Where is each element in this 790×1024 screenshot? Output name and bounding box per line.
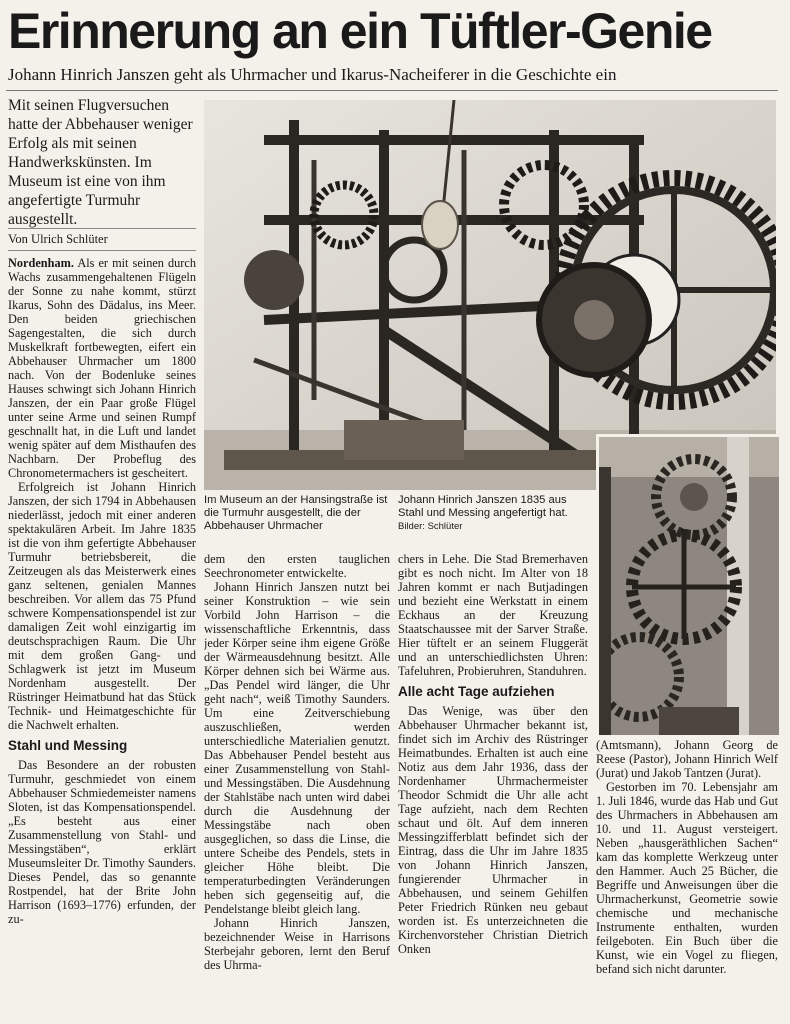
- paragraph: (Amtsmann), Johann Georg de Reese (Pastor), Johann Hinrich Welf (Jurat) und Jakob Tantzen (Jurat).: [596, 738, 778, 780]
- photo-caption-right-block: [398, 494, 590, 533]
- subheadline: Johann Hinrich Janszen geht als Uhrmacher und Ikarus-Nacheiferer in die Geschichte ein: [8, 65, 617, 84]
- section-heading-stahl-und-messing: Stahl und Messing: [8, 738, 128, 753]
- paragraph: Johann Hinrich Janszen, bezeichnender Weise in Harrisons Sterbejahr geboren, lernt den Beruf des Uhrma-: [204, 916, 390, 972]
- article-column-4: [596, 738, 778, 1024]
- lead-paragraph: Mit seinen Flugversuchen hatte der Abbehauser weniger Erfolg als mit seinen Handwerkskünsten. Im Museum ist eine von ihm angefertigte Turmuhr ausgestellt.: [8, 97, 193, 228]
- photo-credit: Bilder: Schlüter: [398, 521, 463, 532]
- paragraph: Das Wenige, was über den Abbehauser Uhrmacher bekannt ist, findet sich im Archiv des Rüstringer Heimatbundes. Erhalten ist auch eine Notiz aus dem Jahr 1936, dass der Nordenhamer Uhrmachermeister Theodor Schmidt die Uhr alle acht Tage aufzieht, nach dem Rechten schaut und ölt. Auf dem inneren Messingzifferblatt befindet sich der Eintrag, dass die Uhr im Jahre 1835 von Johann Hinrich Janszen, fungierender Uhrmacher in Abbehausen, und seinem Gehilfen Peter Friedrich Rünken neu gebaut worden ist. Es unterzeichneten die Kirchenvorsteher Christian Dietrich Onken: [398, 704, 588, 956]
- article-column-3: [398, 552, 588, 1024]
- headline: Erinnerung an ein Tüftler-Genie: [8, 3, 712, 59]
- paragraph: chers in Lehe. Die Stad Bremerhaven gibt es noch nicht. Im Alter von 18 Jahren kommt er nach Butjadingen und bezieht eine Werkstatt in einem Eckhaus an der Kreuzung Staatschaussee mit der Sarver Straße. Hier tüftelt er an seinem Fluggerät und an unterschiedlichsten Uhren: Tafeluhren, Probieruhren, Standuhren.: [398, 552, 588, 678]
- article-column-2: [204, 552, 390, 1024]
- dateline: Nordenham.: [8, 256, 74, 270]
- paragraph: dem den ersten tauglichen Seechronometer entwickelte.: [204, 552, 390, 580]
- clock-gears-photo: [596, 434, 779, 735]
- tower-clock-illustration: [204, 100, 776, 490]
- tower-clock-photo: [204, 100, 776, 490]
- photo-caption-left: Im Museum an der Hansingstraße ist die Turmuhr ausgestellt, die der Abbehauser Uhrmacher: [204, 494, 388, 532]
- paragraph: Johann Hinrich Janszen nutzt bei seiner Konstruktion – wie sein Vorbild John Harrison – die wissenschaftliche Erkenntnis, dass jeder Körper seine ihm eigene Größe der Wärmeausdehnung besitzt. Alle Körper dehnen sich bei Wärme aus. „Das Pendel wird länger, die Uhr geht nach“, weiß Timothy Saunders. Um eine Zeitverschiebung auszuschließen, werden unterschiedliche Materialien genutzt. Das Abbehauser Pendel besteht aus einer Zusammenstellung von Stahl- und Messingstäben. Die Ausdehnung der Stahlstäbe nach unten wird dabei durch die Ausdehnung der Messingstäbe nach oben ausgeglichen, so dass die Linse, die untere Scheibe des Pendels, stets in gleicher Höhe bleibt. Die temperaturbedingten Veränderungen heben sich gegenseitig auf, die Pendelstange bleibt gleich lang.: [204, 580, 390, 916]
- photo-caption-right: Johann Hinrich Janszen 1835 aus Stahl und Messing angefertigt hat.: [398, 494, 568, 519]
- clock-gears-illustration: [599, 437, 779, 735]
- paragraph: Das Besondere an der robusten Turmuhr, geschmiedet von einem Abbehauser Schmiedemeister namens Sloten, ist das Kompensationspendel. „Es besteht aus einer Zusammenstellung von Stahl- und Messingstäben“, erklärt Museumsleiter Dr. Timothy Saunders. Dieses Pendel, das so genannte Rostpendel, hat der Brite John Harrison (1693–1776) erfunden, der zu-: [8, 758, 196, 926]
- article-column-1: [8, 256, 196, 1024]
- paragraph-text: Als er mit seinen durch Wachs zusammengehaltenen Flügeln der Sonne zu nahe kommt, stürzt Ikarus, Sohn des Dädalus, ins Meer. Den beiden griechischen Sagengestalten, die sich durch Muskelkraft fortbewegten, eifert ein Abbehauser Uhrmacher um 1800 nach. Von der Bodenluke seines Hauses schwingt sich Johann Hinrich Janszen, der ein Paar große Flügel unter seine Arme und seinen Rumpf geschnallt hat, in die Luft und landet wenig später auf dem Misthaufen des Nachbarn. Der Probeflug des Chronometermachers ist gescheitert.: [8, 256, 196, 480]
- paragraph: Gestorben im 70. Lebensjahr am 1. Juli 1846, wurde das Hab und Gut des Uhrmachers in Abbehausen am 10. und 11. August versteigert. Neben „hausgeräthlichen Sachen“ kam das komplette Werkzeug unter den Hammer. Auch 25 Bücher, die Begriffe und Anweisungen über die Uhrmacherkunst, Geometrie sowie chemische und mechanische Instrumente enthalten, wurden feilgeboten. Ein Buch über die Kunst, wie ein Vogel zu fliegen, befand sich nicht darunter.: [596, 780, 778, 976]
- paragraph: [8, 256, 196, 480]
- paragraph: Erfolgreich ist Johann Hinrich Janszen, der sich 1794 in Abbehausen niederlässt, jedoch mit einer anderen spektakulären Arbeit. Im Jahre 1835 ist die von ihm gefertigte Abbehauser Turmuhr betriebsbereit, die Zeitzeugen als das Meisterwerk eines ganz seltenen, genialen Mannes beschreiben. Vor allem das 75 Pfund schwere Kompensationspendel ist zur damaligen Zeit wohl einzigartig im deutschsprachigen Raum. Die Uhr mit dem großen Gang- und Schlagwerk ist jetzt im Museum Nordenham ausgestellt. Der Rüstringer Heimatbund hat das Stück Technik- und Heimatgeschichte für die Nachwelt erhalten.: [8, 480, 196, 732]
- section-heading-alle-acht-tage: Alle acht Tage aufziehen: [398, 684, 555, 699]
- byline: Von Ulrich Schlüter: [8, 228, 196, 251]
- header-rule: [6, 90, 778, 91]
